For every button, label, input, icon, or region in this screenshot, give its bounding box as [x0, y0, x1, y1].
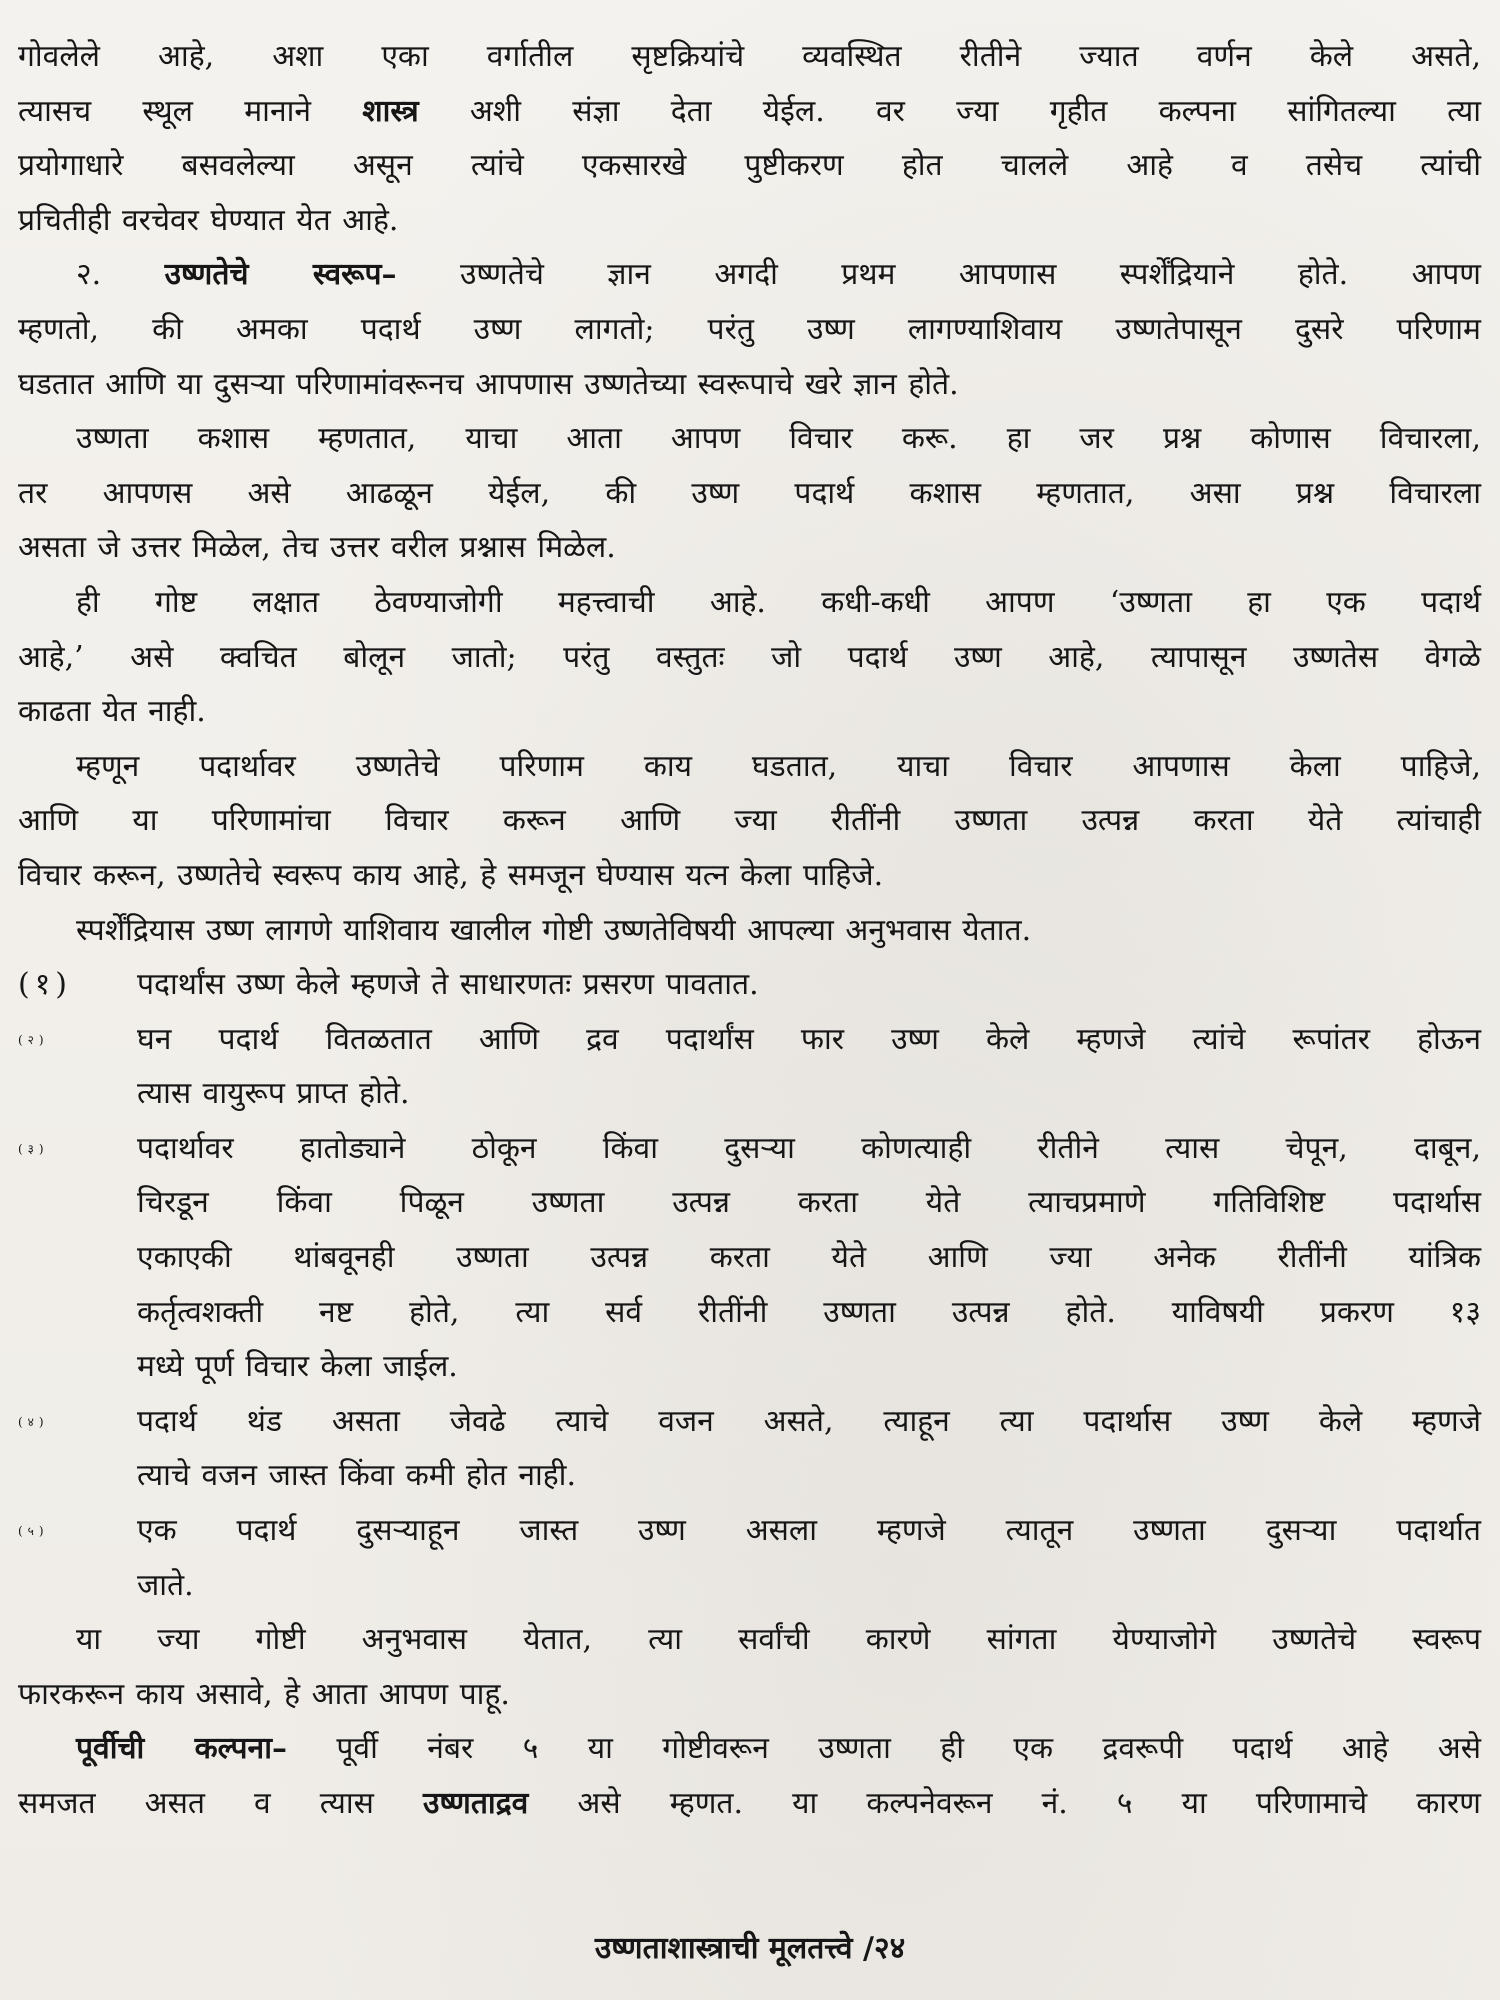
list-marker: (१) [18, 967, 73, 1003]
paragraph-line: काढता येत नाही. [18, 694, 206, 730]
paragraph [18, 248, 1481, 412]
paragraph-line: प्रचितीही वरचेवर घेण्यात येत आहे. [18, 202, 399, 238]
list-item-text [137, 1122, 1481, 1395]
paragraph-line: उष्णता कशास म्हणतात, याचा आता आपण विचार करू. हा जर प्रश्न कोणास विचारला, [76, 421, 1481, 457]
list-item-line: त्याचे वजन जास्त किंवा कमी होत नाही. [137, 1458, 576, 1494]
paragraph [18, 1722, 1481, 1831]
paragraph [18, 412, 1481, 576]
paragraph [18, 904, 1481, 959]
paragraph-line: म्हणून पदार्थावर उष्णतेचे परिणाम काय घडतात, याचा विचार आपणास केला पाहिजे, [76, 748, 1481, 784]
list-item-line: एकाएकी थांबवूनही उष्णता उत्पन्न करता येते आणि ज्या अनेक रीतींनी यांत्रिक [137, 1240, 1481, 1276]
numbered-list [18, 958, 1481, 1613]
list-marker: (५) [18, 1524, 49, 1539]
text-segment: अशी संज्ञा देता येईल. वर ज्या गृहीत कल्पना सांगितल्या त्या [469, 93, 1481, 129]
paragraph-line: स्पर्शेंद्रियास उष्ण लागणे याशिवाय खालील गोष्टी उष्णतेविषयी आपल्या अनुभवास येतात. [76, 912, 1032, 948]
list-item-line: घन पदार्थ वितळतात आणि द्रव पदार्थांस फार उष्ण केले म्हणजे त्यांचे रूपांतर होऊन [137, 1021, 1481, 1057]
paragraph-line: ही गोष्ट लक्षात ठेवण्याजोगी महत्त्वाची आहे. कधी-कधी आपण ‘उष्णता हा एक पदार्थ [76, 584, 1481, 620]
paragraph-line [18, 1722, 1481, 1777]
text-segment: समजत असत व त्यास [18, 1786, 374, 1821]
paragraph-line: विचार करून, उष्णतेचे स्वरूप काय आहे, हे समजून घेण्यास यत्न केला पाहिजे. [18, 857, 884, 893]
text-segment: पूर्वी नंबर ५ या गोष्टीवरून उष्णता ही एक द्रवरूपी पदार्थ आहे असे [336, 1731, 1482, 1767]
list-item [18, 958, 1481, 1013]
list-item-line: कर्तृत्वशक्ती नष्ट होते, त्या सर्व रीतींनी उष्णता उत्पन्न होते. याविषयी प्रकरण १३ [137, 1294, 1481, 1330]
bold-term: उष्णताद्रव [423, 1786, 529, 1821]
section-heading: उष्णतेचे स्वरूप– [164, 257, 397, 293]
list-item-line: पदार्थावर हातोड्याने ठोकून किंवा दुसऱ्या कोणत्याही रीतीने त्यास चेपून, दाबून, [137, 1130, 1481, 1166]
paragraph-line [18, 248, 1481, 303]
text-segment: त्यासच स्थूल मानाने [18, 93, 312, 129]
paragraph-line: प्रयोगाधारे बसवलेल्या असून त्यांचे एकसारखे पुष्टीकरण होत चालले आहे व तसेच त्यांची [18, 148, 1481, 184]
list-item-text [137, 958, 1481, 1013]
list-marker: (२) [18, 1032, 49, 1047]
bold-term: शास्त्र [362, 93, 419, 129]
running-footer: उष्णताशास्त्राची मूलतत्त्वे /२४ [594, 1931, 906, 1966]
list-marker: (४) [18, 1414, 49, 1429]
paragraph-line: घडतात आणि या दुसऱ्या परिणामांवरूनच आपणास उष्णतेच्या स्वरूपाचे खरे ज्ञान होते. [18, 366, 959, 402]
list-item-line: पदार्थ थंड असता जेवढे त्याचे वजन असते, त्याहून त्या पदार्थास उष्ण केले म्हणजे [137, 1403, 1481, 1439]
page-body [18, 30, 1481, 1832]
paragraph-line: आहे,’ असे क्वचित बोलून जातो; परंतु वस्तुतः जो पदार्थ उष्ण आहे, त्यापासून उष्णतेस वेगळे [18, 639, 1481, 675]
list-item-text [137, 1013, 1481, 1122]
section-heading: पूर्वीची कल्पना– [76, 1731, 287, 1767]
list-item-text [137, 1395, 1481, 1504]
list-item-line: मध्ये पूर्ण विचार केला जाईल. [137, 1349, 458, 1385]
paragraph-line: म्हणतो, की अमका पदार्थ उष्ण लागतो; परंतु उष्ण लागण्याशिवाय उष्णतेपासून दुसरे परिणाम [18, 311, 1481, 347]
paragraph-line [18, 1777, 1481, 1832]
paragraph-line: फारकरून काय असावे, हे आता आपण पाहू. [18, 1676, 510, 1712]
text-segment: असे म्हणत. या कल्पनेवरून नं. ५ या परिणामाचे कारण [577, 1786, 1481, 1821]
paragraph-line [18, 85, 1481, 140]
list-item [18, 1013, 1481, 1122]
text-segment: उष्णतेचे ज्ञान अगदी प्रथम आपणास स्पर्शेंद्रियाने होते. आपण [459, 257, 1481, 293]
list-marker: (३) [18, 1141, 49, 1156]
paragraph [18, 740, 1481, 904]
list-item [18, 1122, 1481, 1395]
paragraph-line: असता जे उत्तर मिळेल, तेच उत्तर वरील प्रश्नास मिळेल. [18, 530, 616, 566]
list-item-line: एक पदार्थ दुसऱ्याहून जास्त उष्ण असला म्हणजे त्यातून उष्णता दुसऱ्या पदार्थात [137, 1513, 1481, 1549]
list-item-line: जाते. [137, 1567, 194, 1603]
list-item [18, 1395, 1481, 1504]
paragraph [18, 30, 1481, 248]
list-item [18, 1504, 1481, 1613]
paragraph-line: गोवलेले आहे, अशा एका वर्गातील सृष्टक्रियांचे व्यवस्थित रीतीने ज्यात वर्णन केले असते, [18, 39, 1481, 74]
list-item-line: त्यास वायुरूप प्राप्त होते. [137, 1076, 410, 1112]
paragraph-line: आणि या परिणामांचा विचार करून आणि ज्या रीतींनी उष्णता उत्पन्न करता येते त्यांचाही [18, 803, 1481, 839]
list-item-line: पदार्थांस उष्ण केले म्हणजे ते साधारणतः प्रसरण पावतात. [137, 967, 759, 1003]
list-item-text [137, 1504, 1481, 1613]
section-number: २. [76, 257, 102, 293]
paragraph-line: या ज्या गोष्टी अनुभवास येतात, त्या सर्वांची कारणे सांगता येण्याजोगे उष्णतेचे स्वरूप [76, 1622, 1481, 1658]
list-item-line: चिरडून किंवा पिळून उष्णता उत्पन्न करता येते त्याचप्रमाणे गतिविशिष्ट पदार्थास [137, 1185, 1481, 1221]
paragraph-line: तर आपणस असे आढळून येईल, की उष्ण पदार्थ कशास म्हणतात, असा प्रश्न विचारला [18, 475, 1481, 511]
paragraph [18, 1613, 1481, 1722]
paragraph [18, 576, 1481, 740]
